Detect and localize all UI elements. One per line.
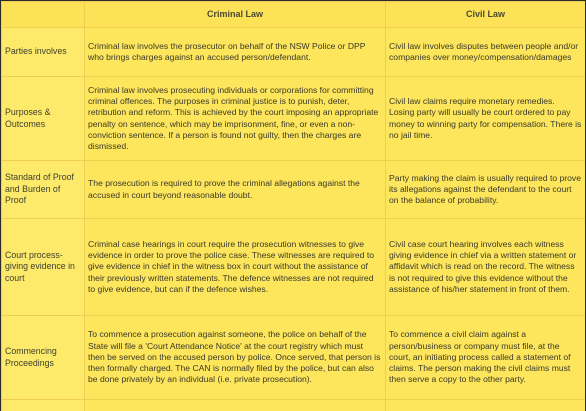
table-row bbox=[2, 28, 586, 77]
header-empty bbox=[2, 2, 85, 28]
cutoff-cell-2 bbox=[85, 400, 386, 411]
row-label-commencing: Commencing Proceedings bbox=[2, 316, 85, 400]
row-label-purposes: Purposes & Outcomes bbox=[2, 77, 85, 161]
table-row-cutoff bbox=[2, 400, 586, 411]
criminal-cell-purposes: Criminal law involves prosecuting individuals or corporations for committing criminal offences. The purposes in criminal justice is to punish, deter, retribution and reform. This is achieved by the court imposing an appropriate penalty on sentence, which may be imprisonment, fine, or even a non-conviction sentence. If a person is found not guilty, then the charges are dismissed. bbox=[85, 77, 386, 161]
civil-cell-standard-of-proof: Party making the claim is usually required to prove its allegations against the defendant to the court on the balance of probability. bbox=[386, 161, 586, 219]
row-label-standard-of-proof: Standard of Proof and Burden of Proof bbox=[2, 161, 85, 219]
header-civil-law: Civil Law bbox=[386, 2, 586, 28]
cutoff-cell-1 bbox=[2, 400, 85, 411]
civil-cell-commencing: To commence a civil claim against a person/business or company must file, at the court, an initiating process called a statement of claims. The person making the civil claims must then serve a copy to the other party. bbox=[386, 316, 586, 400]
criminal-cell-commencing: To commence a prosecution against someone, the police on behalf of the State will file a 'Court Attendance Notice' at the court registry which must then be served on the accused person by police. Once served, that person is then formally charged. The CAN is normally filed by the police, but can also be done privately by an individual (i.e. private prosecution). bbox=[85, 316, 386, 400]
row-label-parties: Parties involves bbox=[2, 28, 85, 77]
criminal-cell-court-process: Criminal case hearings in court require the prosecution witnesses to give evidence in order to prove the police case. These witnesses are required to give evidence in chief in the witness box in court without the assistance of their previously written statements. The defence witnesses are not required to give evidence, but can if the defence wishes. bbox=[85, 219, 386, 316]
table-row bbox=[2, 77, 586, 161]
civil-cell-court-process: Civil case court hearing involves each witness giving evidence in chief via a written statement or affidavit which is read on the record. The witness is not required to give this evidence without the assistance of his/her statement in front of them. bbox=[386, 219, 586, 316]
row-label-court-process: Court process- giving evidence in court bbox=[2, 219, 85, 316]
civil-cell-purposes: Civil law claims require monetary remedies. Losing party will usually be court ordered to pay money to winning party for compensation. There is no jail time. bbox=[386, 77, 586, 161]
table-row bbox=[2, 316, 586, 400]
civil-cell-parties: Civil law involves disputes between people and/or companies over money/compensation/damages bbox=[386, 28, 586, 77]
criminal-cell-parties: Criminal law involves the prosecutor on behalf of the NSW Police or DPP who brings charges against an accused person/defendant. bbox=[85, 28, 386, 77]
criminal-cell-standard-of-proof: The prosecution is required to prove the criminal allegations against the accused in court beyond reasonable doubt. bbox=[85, 161, 386, 219]
table-row bbox=[2, 219, 586, 316]
header-criminal-law: Criminal Law bbox=[85, 2, 386, 28]
table-row bbox=[2, 161, 586, 219]
criminal-vs-civil-table bbox=[1, 1, 586, 411]
cutoff-cell-3 bbox=[386, 400, 586, 411]
table-header-row bbox=[2, 2, 586, 28]
